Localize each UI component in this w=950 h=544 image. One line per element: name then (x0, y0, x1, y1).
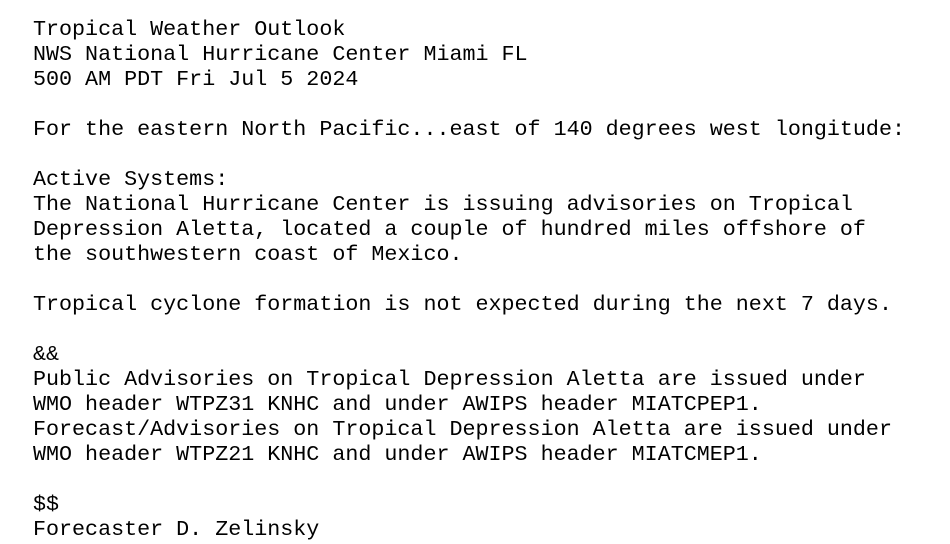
active-systems-line: The National Hurricane Center is issuing advisories on Tropical (33, 192, 853, 217)
product-title: Tropical Weather Outlook (33, 17, 346, 42)
end-marker: $$ (33, 492, 60, 517)
formation-statement: Tropical cyclone formation is not expected during the next 7 days. (33, 292, 892, 317)
issue-time: 500 AM PDT Fri Jul 5 2024 (33, 67, 359, 92)
spacer (33, 267, 943, 292)
issuing-office: NWS National Hurricane Center Miami FL (33, 42, 528, 67)
advisory-line: WMO header WTPZ21 KNHC and under AWIPS header MIATCMEP1. (33, 442, 762, 467)
advisory-line: WMO header WTPZ31 KNHC and under AWIPS header MIATCPEP1. (33, 392, 762, 417)
spacer (33, 92, 943, 117)
spacer (33, 467, 943, 492)
section-separator: && (33, 342, 60, 367)
active-systems-heading: Active Systems: (33, 167, 229, 192)
forecaster-signature: Forecaster D. Zelinsky (33, 517, 320, 542)
spacer (33, 317, 943, 342)
advisory-line: Public Advisories on Tropical Depression Aletta are issued under (33, 367, 866, 392)
region-statement: For the eastern North Pacific...east of 140 degrees west longitude: (33, 117, 905, 142)
active-systems-line: the southwestern coast of Mexico. (33, 242, 463, 267)
spacer (33, 142, 943, 167)
outlook-document (33, 17, 943, 542)
advisory-line: Forecast/Advisories on Tropical Depression Aletta are issued under (33, 417, 892, 442)
active-systems-line: Depression Aletta, located a couple of hundred miles offshore of (33, 217, 866, 242)
